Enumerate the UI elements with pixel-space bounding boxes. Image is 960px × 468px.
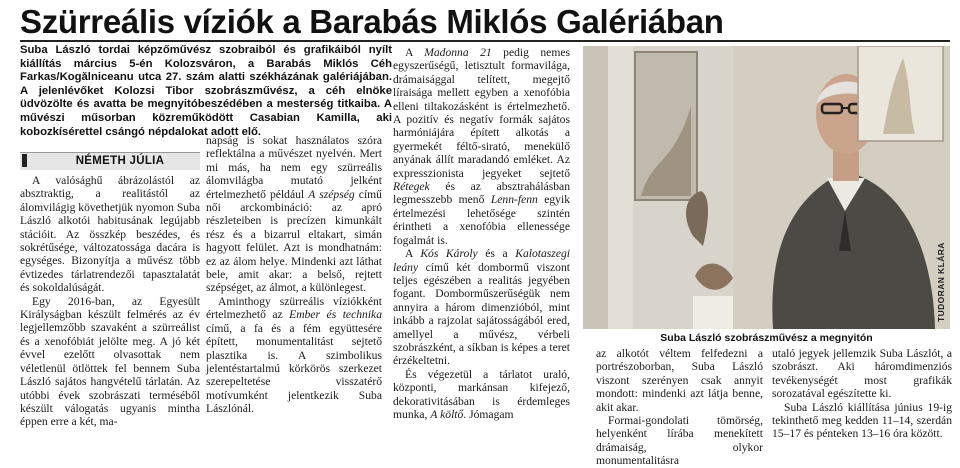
- artwork-title: Kós Károly: [420, 247, 478, 261]
- artwork-title: A szépség: [308, 187, 355, 201]
- article-photo: [583, 46, 950, 329]
- photo-credit: TUDORAN KLÁRA: [936, 242, 946, 322]
- paragraph: A Kós Károly és a Kalotaszegi leány című két dombormű viszont teljes egészében a realitás jegyében fogant. Domborműszerűségük nem annyira a három dimenzióból, mint inkább a rajzolat sajátosságából ered, amellyel a művész, vérbeli szobrászként, a síkban is képes a teret érzékeltetni.: [393, 247, 570, 368]
- paragraph: A valósághű ábrázolástól az absztraktig, a realitástól az álomvilágig követhetjük nyomon Suba László alkotói habitusának legújabb stációit. Az összkép beszédes, és sokrétűsége, változatossága dacára is egységes. Bizonyítja a művész több évtizedes tárlatrendezői tapasztalatát és sokoldalúságát.: [20, 174, 201, 295]
- artwork-title: A költő: [430, 407, 464, 421]
- article-headline: Szürreális víziók a Barabás Miklós Galériában: [20, 3, 724, 40]
- artwork-title: Rétegek: [393, 180, 430, 194]
- text-column-1: [20, 174, 200, 429]
- paragraph: Aminthogy szürreális víziókként értelmezhető az Ember és technika című, a fa és a fém együttesére épített, monumentalitást sejtető plasztika is. A szimbolikus jelentéstartalmú körkörös szerkezet szerepeltetése visszatérő motívumként jelentkezik Suba Lászlónál.: [206, 294, 382, 416]
- lead-paragraph: Suba László tordai képzőművész szobraiból és grafikáiból nyílt kiállítás március 5-én Kolozsváron, a Barabás Miklós Céh Farkas/Kogălniceanu utca 27. szám alatti székházának galériájában. A jelenlévőket Kolozsi Tibor szobrászművész, a céh elnöke üdvözölte és avatta be megnyitóbeszédében a mesterség titkaiba. A művészi műsorban közreműködött Casabian Kamilla, aki kobozkísérettel csángó népdalokat adott elő.: [20, 44, 392, 138]
- artwork-title: Kalotaszegi leány: [393, 247, 570, 274]
- artwork-title: Madonna 21: [424, 46, 492, 59]
- paragraph: az alkotót véltem felfedezni a portrészoborban, Suba László viszont szerényen csak annyit mondott: mindenki azt látja benne, akit akar.: [596, 347, 763, 414]
- author-byline: NÉMETH JÚLIA: [75, 155, 165, 167]
- photo-caption: Suba László szobrászművész a megnyitón: [660, 332, 873, 344]
- headline-rule: [20, 40, 950, 42]
- paragraph: Formai-gondolati tömörség, helyenként lírába menekített drámaiság, olykor monumentalitásra: [596, 414, 763, 468]
- paragraph: napság is sokat használatos szóra reflektálna a művészet nyelvén. Mert mi más, ha nem egy szürreális álomvilágba mutató jelként értelmezhető például A szépség című női arckombináció: az apró részleteiben is precízen kimunkált rész és a bizarrul eltakart, simán hagyott felület. Azt is mondhatnám: ez az álom helye. Mindenki azt láthat bele, amit akar: a belső, rejtett szépséget, az álmot, a különlegest.: [206, 134, 382, 295]
- byline-marker: [22, 154, 27, 167]
- paragraph: Suba László kiállítása június 19-ig tekinthető meg kedden 11–14, szerdán 15–17 és pénteken 13–16 óra között.: [772, 400, 952, 441]
- artwork-title: Lenn-fenn: [490, 193, 538, 207]
- text-column-2: [206, 134, 382, 416]
- artwork-title: Ember és technika: [289, 308, 382, 322]
- text-column-3: [393, 46, 570, 421]
- text-column-5: [772, 347, 952, 441]
- text-column-4: [596, 347, 763, 468]
- paragraph: És végezetül a tárlatot uraló, központi, markánsan kifejező, dekorativitásában is érdemleges munka, A költő. Jómagam: [393, 367, 570, 421]
- paragraph: Egy 2016-ban, az Egyesült Királyságban készült felmérés az év legjellemzőbb szavaként a szürreálist és a xenofóbiát jelölte meg. A jó két évvel ezelőtt olvasottak nem véletlenül ötlöttek fel bennem Suba László sajátos hangvételű tárlatán. Az utóbbi évek szobrászati terméséből készült válogatás ugyanis mintha éppen erre a két, ma-: [20, 294, 200, 429]
- paragraph: utaló jegyek jellemzik Suba Lászlót, a szobrászt. Aki háromdimenziós tevékenységét most grafikák sorozatával egészítette ki.: [772, 347, 952, 401]
- article-lead: [20, 44, 392, 139]
- paragraph: A Madonna 21 pedig nemes egyszerűségű, letisztult formavilága, drámaisággal telített, megejtő líraisága mellett egyben a xenofóbia elleni tiltakozásként is értelmezhető. A pozitív és negatív formák sajátos harmóniájára épített alkotás a gyermekét féltő-sirató, menekülő anyának állít maradandó emléket. Az expresszionista jegyeket sejtető Rétegek és az absztrahálásban legmesszebb menő Lenn-fenn egyik értelmezési lehetősége szintén érintheti a xenofóbia ellenessége fogalmát is.: [393, 46, 570, 247]
- gallery-photo-illustration: [583, 46, 950, 329]
